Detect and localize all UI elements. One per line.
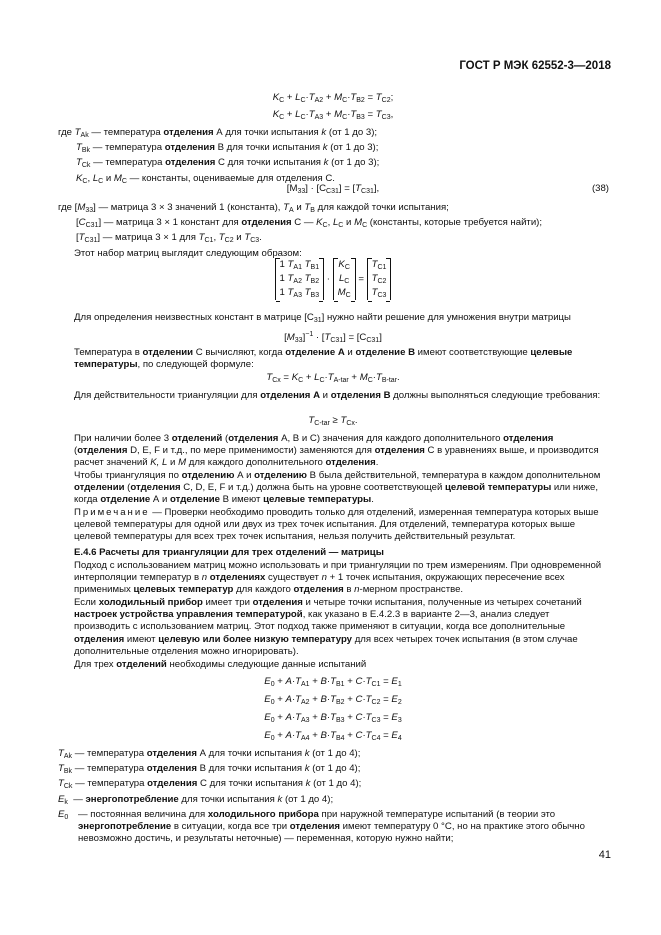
note-label: Примечание xyxy=(74,507,150,518)
paragraph-cold-appliance: Если холодильный прибор имеет три отделения и четыре точки испытания, полученные из четырех сочетаний настроек устройства управления температурой, как указано в Е.4.2.3 в варианте 2—3, анализ следует производить с использованием матриц. Этот подход также применяют в ситуации, когда все дополнительные отделения имеют целевую или более низкую температуру для всех четырех точек испытания (в этом случае дополнительные отделения можно игнорировать). xyxy=(74,597,582,657)
equation-kc-2: $K_C + L_C\cdot T_{A2} + M_C\cdot T_{B2} = T_{C2}$; xyxy=(272,92,394,104)
energy-equations: $E_0 + A\cdot T_{A1} + B\cdot T_{B1} + C\cdot T_{C1} = E_1$ $E_0 + A\cdot T_{A2} + B\cdot T_{B2} + C\cdot T_{C2} = E_2$ $E_0 + A\cdot T_{A3} + B\cdot T_{B3} + C\cdot T_{C3} = E_3$ $E_0 + A\cdot T_{A4} + B\cdot T_{B4} + C\cdot T_{C4} = E_4$ xyxy=(264,676,402,742)
equation-kc-3: $K_C + L_C\cdot T_{A3} + M_C\cdot T_{B3} = T_{C3}$, xyxy=(272,109,394,121)
equation-number: (38) xyxy=(591,183,609,194)
paragraph-need-data: Для трех отделений необходимы следующие данные испытаний xyxy=(74,659,367,670)
where-list-1: где $T_{Ak}$ — температура отделения А для точки испытания k (от 1 до 3); $T_{Bk}$ — температура отделения В для точки испытания k (от 1 до 3); $T_{Ck}$ — температура отделения С для точки испытания k (от 1 до 3); $K_C$, $L_C$ и $M_C$ — константы, оцениваемые для отделения С. xyxy=(58,127,380,185)
definitions-list: $T_{Ak}$ — температура отделения А для точки испытания k (от 1 до 4); $T_{Bk}$ — температура отделения В для точки испытания k (от 1 до 4); $T_{Ck}$ — температура отделения С для точки испытания k (от 1 до 4); $E_k$ — энергопотребление для точки испытания k (от 1 до 4); $E_0$ — постоянная величина для холодильного прибора при наружной температуре испытаний (в теории это энергопотребление в ситуации, когда все три отделения имеют температуру 0 °С, но на практике этого обычно невозможно достичь, и результаты неточные) — переменная, которую нужно найти; xyxy=(58,748,585,845)
temp-compute-para: Температура в отделении С вычисляют, когда отделение А и отделение В имеют соответствующие целевые температуры, по следующей формуле: xyxy=(74,347,573,371)
condition-equation: $T_{C-tar} \ge T_{Cx}$. xyxy=(308,415,358,427)
solve-intro: Для определения неизвестных констант в матрице $[C_{31}]$ нужно найти решение для умножения внутри матрицы xyxy=(74,312,571,324)
note-text: — Проверки необходимо проводить только для отделений, измеренная температура которых выше целевой температуры для одной или двух из трех точек испытания. Для отделений, температура которых выше целевой температуры для всех трех точек испытания, нельзя получить действительный результат. xyxy=(74,507,599,543)
section-heading: Е.4.6 Расчеты для триангуляции для трех отделений — матрицы xyxy=(74,547,384,558)
validity-para: Для действительности триангуляции для отделения А и отделения В должны выполняться следующие требования: xyxy=(74,390,601,401)
paragraph-matrix-approach: Подход с использованием матриц можно использовать и при триангуляции по трем измерениям. При одновременной интерполяции температур в n отделениях существует n + 1 точек испытания, окружающих пересечение всех применимых целевых температур для каждого отделения в n-мерном пространстве. xyxy=(74,560,602,596)
where-list-2: где $[M_{33}]$ — матрица 3 × 3 значений 1 (константа), $T_A$ и $T_B$ для каждой точки испытания; $[C_{C31}]$ — матрица 3 × 1 констант для отделения С — $K_C$, $L_C$ и $M_C$ (константы, которые требуется найти); $[T_{C31}]$ — матрица 3 × 1 для $T_{C1}$, $T_{C2}$ и $T_{C3}$. Этот набор матриц выглядит следующим образом: xyxy=(58,202,608,260)
tcx-equation: $T_{Cx} = K_C + L_C\cdot T_{A-tar} + M_C\cdot T_{B-tar}$. xyxy=(266,372,400,384)
paragraph-more-than-3: При наличии более 3 отделений (отделения А, В и С) значения для каждого дополнительного отделения (отделения D, E, F и т.д., по мере применимости) заменяются для отделения С в уравнениях выше, и производится расчет значений K, L и M для каждого дополнительного отделения. xyxy=(74,433,599,469)
inverse-equation: $[M_{33}]^{-1} \cdot [T_{C31}] = [C_{C31}]$ xyxy=(284,331,382,344)
standard-header: ГОСТ Р МЭК 62552-3—2018 xyxy=(459,60,611,72)
matrix-equation: 1 $T_{A1}$ $T_{B1}$ 1 $T_{A2}$ $T_{B2}$ 1 $T_{A3}$ $T_{B3}$ · $K_C$ $L_C$ $M_C$ = $T_{C1}$ $T_{C2}$ $T_{C3}$ xyxy=(58,258,608,300)
equation-38: $[M_{33}] \cdot [C_{C31}] = [T_{C31}]$, xyxy=(286,183,380,195)
page-number: 41 xyxy=(598,849,611,861)
note-block xyxy=(58,507,608,544)
matrix-intro: Этот набор матриц выглядит следующим образом: xyxy=(74,247,302,259)
paragraph-validity: Чтобы триангуляция по отделению А и отделению В была действительной, температура в каждом дополнительном отделении (отделения С, D, E, F и т.д.) должна быть на уровне соответствующей целевой температуры или ниже, когда отделение А и отделение В имеют целевые температуры. xyxy=(74,470,601,506)
